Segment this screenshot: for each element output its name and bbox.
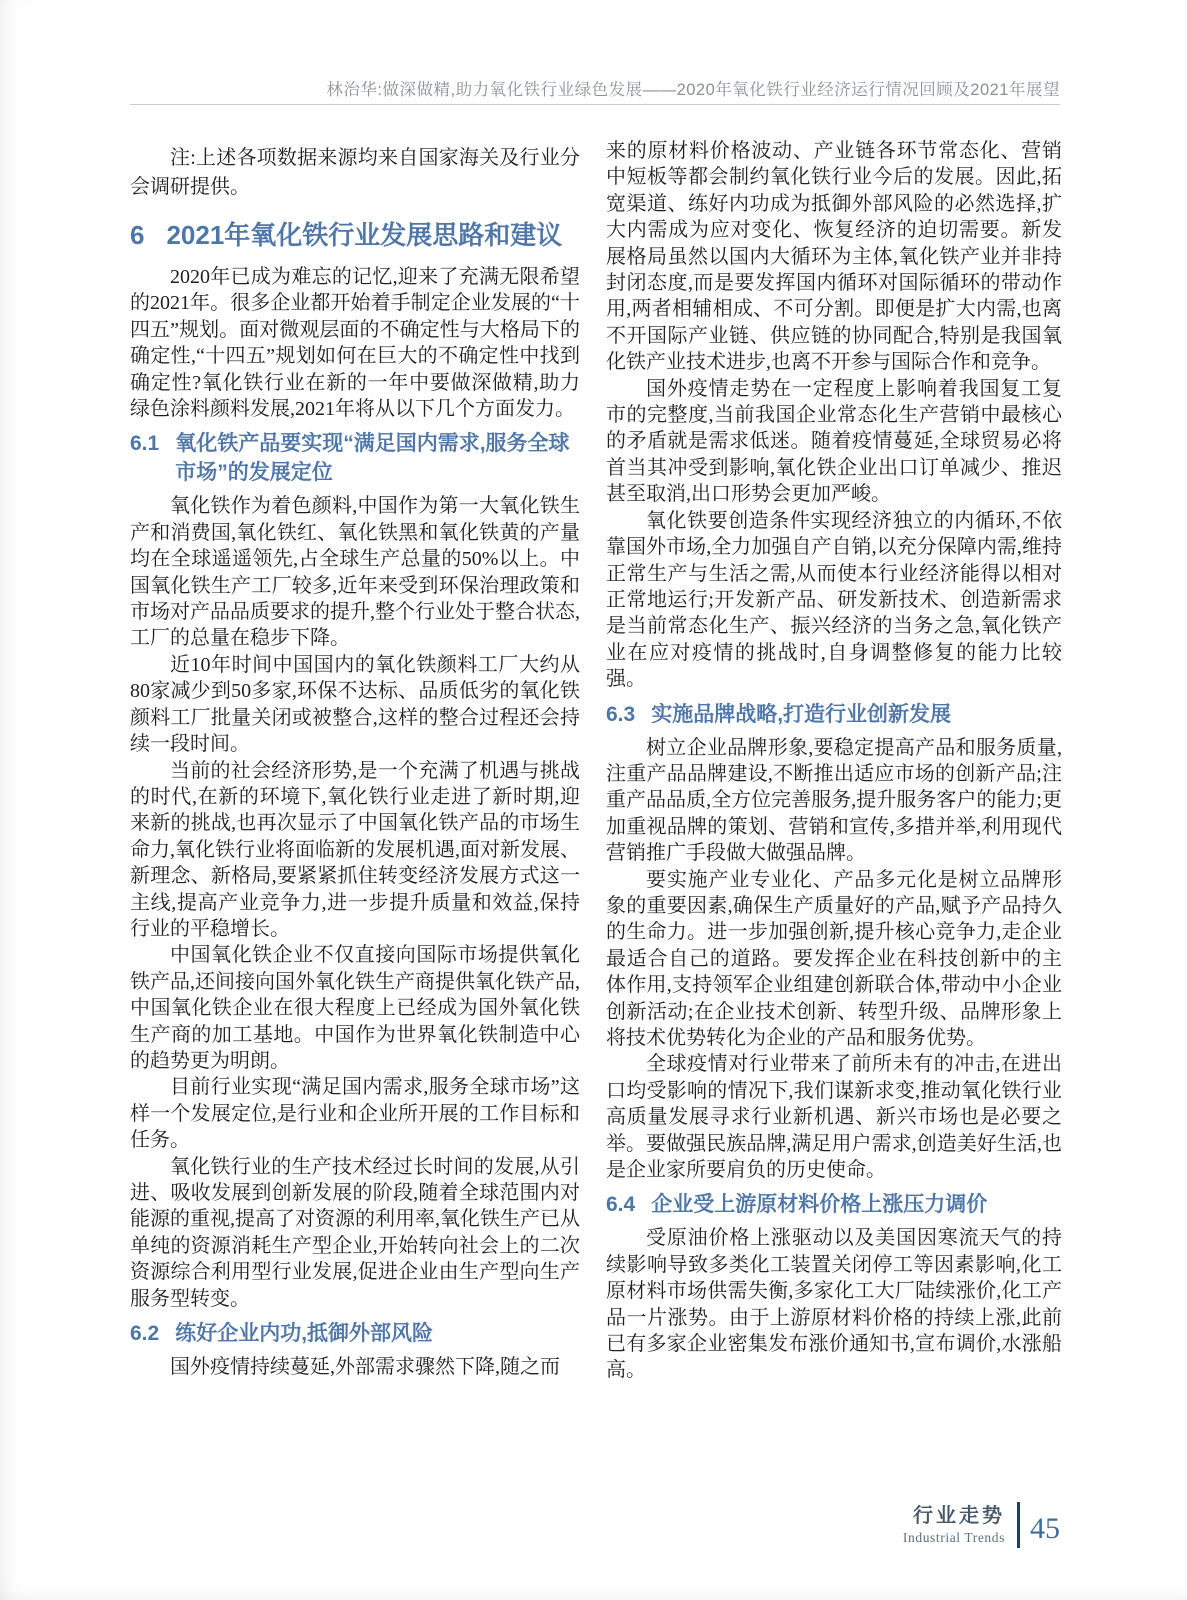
section-6-4-title: 企业受上游原材料价格上涨压力调价: [651, 1193, 988, 1217]
paragraph: 国外疫情走势在一定程度上影响着我国复工复市的完整度,当前我国企业常态化生产营销中最核心的矛盾就是需求低迷。随着疫情蔓延,全球贸易必将首当其冲受到影响,氧化铁企业出口订单减少、推迟甚至取消,出口形势会更加严峻。: [606, 377, 1062, 506]
paragraph: 中国氧化铁企业不仅直接向国际市场提供氧化铁产品,还间接向国外氧化铁生产商提供氧化铁产品,中国氧化铁企业在很大程度上已经成为国外氧化铁生产商的加工基地。中国作为世界氧化铁制造中心的趋势更为明朗。: [130, 944, 580, 1072]
section-6-2-title: 练好企业内功,抵御外部风险: [175, 1322, 434, 1346]
paragraph: 近10年时间中国国内的氧化铁颜料工厂大约从80家减少到50多家,环保不达标、品质低劣的氧化铁颜料工厂批量关闭或被整合,这样的整合过程还会持续一段时间。: [130, 653, 580, 756]
footer-section-name-en: Industrial Trends: [902, 1530, 1005, 1545]
section-6-2-heading: [130, 1319, 580, 1348]
section-6-2-number: 6.2: [130, 1322, 160, 1346]
paragraph: 目前行业实现“满足国内需求,服务全球市场”这样一个发展定位,是行业和企业所开展的工作目标和任务。: [130, 1076, 580, 1152]
paragraph: 2020年已成为难忘的记忆,迎来了充满无限希望的2021年。很多企业都开始着手制定企业发展的“十四五”规划。面对微观层面的不确定性与大格局下的确定性,“十四五”规划如何在巨大的不确定性中找到确定性?氧化铁行业在新的一年中要做深做精,助力绿色涂料颜料发展,2021年将从以下几个方面发力。: [130, 266, 580, 421]
page-footer: [903, 1502, 1060, 1548]
section-6-4-heading: [606, 1190, 1062, 1219]
paragraph: 当前的社会经济形势,是一个充满了机遇与挑战的时代,在新的环境下,氧化铁行业走进了新时期,迎来新的挑战,也再次显示了中国氧化铁产品的市场生命力,氧化铁行业将面临新的发展机遇,面对新发展、新理念、新格局,要紧紧抓住转变经济发展方式这一主线,提高产业竞争力,进一步提升质量和效益,保持行业的平稳增长。: [130, 759, 580, 940]
footer-divider-bar: [1017, 1502, 1020, 1548]
left-column: [130, 138, 580, 1384]
article-body: [130, 138, 1062, 1384]
section-6-1-heading: [130, 429, 580, 487]
section-6-3-title: 实施品牌战略,打造行业创新发展: [651, 702, 952, 726]
running-header-title: 林治华:做深做精,助力氧化铁行业绿色发展——2020年氧化铁行业经济运行情况回顾及2021年展望: [326, 81, 1060, 99]
section-6-4-number: 6.4: [606, 1193, 636, 1217]
footer-section-name-cn: 行业走势: [913, 1505, 1005, 1527]
right-column: [606, 138, 1062, 1384]
paragraph: 树立企业品牌形象,要稳定提高产品和服务质量,注重产品品牌建设,不断推出适应市场的创新产品;注重产品品质,全方位完善服务,提升服务客户的能力;更加重视品牌的策划、营销和宣传,多措并举,利用现代营销推广手段做大做强品牌。: [606, 736, 1062, 865]
paragraph: 国外疫情持续蔓延,外部需求骤然下降,随之而: [170, 1356, 560, 1379]
section-6-1-number: 6.1: [130, 432, 160, 456]
paragraph: 氧化铁行业的生产技术经过长时间的发展,从引进、吸收发展到创新发展的阶段,随着全球范围内对能源的重视,提高了对资源的利用率,氧化铁生产已从单纯的资源消耗生产型企业,开始转向社会上的二次资源综合利用型行业发展,促进企业由生产型向生产服务型转变。: [130, 1155, 580, 1310]
section-6-1-title: 氧化铁产品要实现“满足国内需求,服务全球市场”的发展定位: [175, 432, 570, 485]
section-6-title: 2021年氧化铁行业发展思路和建议: [166, 220, 563, 250]
data-source-note: 注:上述各项数据来源均来自国家海关及行业分会调研提供。: [130, 147, 580, 198]
paragraph: 受原油价格上涨驱动以及美国因寒流天气的持续影响导致多类化工装置关闭停工等因素影响,化工原材料市场供需失衡,多家化工大厂陆续涨价,化工产品一片涨势。由于上游原材料价格的持续上涨,此前已有多家企业密集发布涨价通知书,宣布调价,水涨船高。: [606, 1227, 1062, 1382]
header-rule: [130, 104, 1060, 105]
footer-section-labels: [903, 1504, 1005, 1546]
section-6-heading: [130, 218, 580, 252]
paragraph: 氧化铁要创造条件实现经济独立的内循环,不依靠国外市场,全力加强自产自销,以充分保障内需,维持正常生产与生活之需,从而使本行业经济能得以相对正常地运行;开发新产品、研发新技术、创造新需求是当前常态化生产、振兴经济的当务之急,氧化铁产业在应对疫情的挑战时,自身调整修复的能力比较强。: [606, 509, 1062, 691]
page-number: 45: [1030, 1512, 1060, 1545]
section-6-3-heading: [606, 700, 1062, 729]
paragraph-continuation: 来的原材料价格波动、产业链各环节常态化、营销中短板等都会制约氧化铁行业今后的发展。因此,拓宽渠道、练好内功成为抵御外部风险的必然选择,扩大内需成为应对变化、恢复经济的迫切需要。新发展格局虽然以国内大循环为主体,氧化铁产业并非持封闭态度,而是要发挥国内循环对国际循环的带动作用,两者相辅相成、不可分割。即便是扩大内需,也离不开国际产业链、供应链的协同配合,特别是我国氧化铁产业技术进步,也离不开参与国际合作和竞争。: [606, 140, 1062, 374]
paragraph: 氧化铁作为着色颜料,中国作为第一大氧化铁生产和消费国,氧化铁红、氧化铁黑和氧化铁黄的产量均在全球遥遥领先,占全球生产总量的50%以上。中国氧化铁生产工厂较多,近年来受到环保治理政策和市场对产品品质要求的提升,整个行业处于整合状态,工厂的总量在稳步下降。: [130, 495, 580, 650]
section-6-number: 6: [130, 220, 145, 250]
paragraph: 全球疫情对行业带来了前所未有的冲击,在进出口均受影响的情况下,我们谋新求变,推动氧化铁行业高质量发展寻求行业新机遇、新兴市场也是必要之举。要做强民族品牌,满足用户需求,创造美好生活,也是企业家所要肩负的历史使命。: [606, 1053, 1062, 1182]
paragraph: 要实施产业专业化、产品多元化是树立品牌形象的重要因素,确保生产质量好的产品,赋予产品持久的生命力。进一步加强创新,提升核心竞争力,走企业最适合自己的道路。要发挥企业在科技创新中的主体作用,支持领军企业组建创新联合体,带动中小企业创新活动;在企业技术创新、转型升级、品牌形象上将技术优势转化为企业的产品和服务优势。: [606, 868, 1062, 1049]
section-6-3-number: 6.3: [606, 702, 636, 726]
